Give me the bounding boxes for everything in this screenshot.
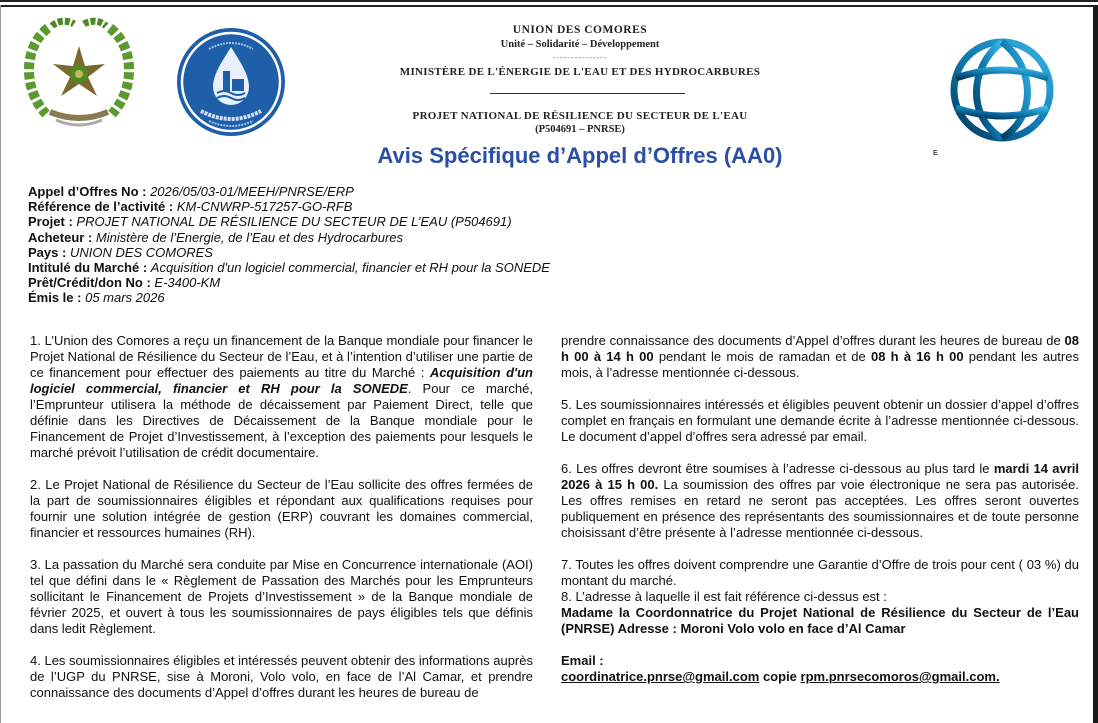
world-bank-globe-logo: [948, 28, 1056, 152]
paragraph-2: 2. Le Projet National de Résilience du Secteur de l’Eau sollicite des offres fermées de la part de soumissionnaires éligibles et répondant aux qualifications requises pour fournir une solution intégrée de gestion (ERP) couvrant les domaines commercial, financier et ressources humaines (RH).: [30, 477, 533, 540]
address-text: Madame la Coordonnatrice du Projet National de Résilience du Secteur de l’Eau (PNRSE) Adresse : Moroni Volo volo en face d’Al Camar: [561, 605, 1079, 636]
header-project: PROJET NATIONAL DE RÉSILIENCE DU SECTEUR DE L'EAU: [412, 110, 748, 122]
meta-value: Ministère de l’Energie, de l’Eau et des Hydrocarbures: [95, 229, 404, 245]
paragraph-1-text: 1. L’Union des Comores a reçu un financement de la Banque mondiale pour financer le Projet National de Résilience du Secteur de l’Eau, et à l’intention d’utiliser une partie de ce financement pour effectuer des paiements au titre du Marché :: [30, 333, 533, 380]
header-country: UNION DES COMORES: [512, 24, 648, 36]
paragraph-6-text-end: La soumission des offres par voie électronique ne sera pas autorisée. Les offres remises en retard ne seront pas acceptées. Les offres seront ouvertes publiquement en présence des représentants des soumissionnaires et de toute personne choisissant d’être présente à l’adresse mentionnée ci-dessous.: [561, 477, 1079, 540]
frame-top-rule: [0, 0, 1098, 2]
paragraph-8: 8. L’adresse à laquelle il est fait référence ci-dessus est :: [561, 589, 887, 604]
paragraph-4-text: 4. Les soumissionnaires éligibles et intéressés peuvent obtenir des informations auprès de l’UGP du PNRSE, sise à Moroni, Volo volo, en face de l’Al Camar, et prendre connaissance des documents d’Appel d’offres durant les heures de bureau de: [30, 653, 533, 700]
tender-metadata: [28, 184, 550, 306]
header-divider: [490, 93, 685, 94]
meta-label: Émis le :: [28, 290, 82, 306]
meta-row-loan-no: [28, 275, 550, 290]
paragraph-1: [30, 333, 533, 461]
paragraph-3: 3. La passation du Marché sera conduite par Mise en Concurrence internationale (AOI) tel que défini dans le « Règlement de Passation des Marchés pour les Emprunteurs sollicitant le Financement de Projets d’Investissement » de la Banque mondiale de février 2025, et ouvert à tous les soumissionnaires de pays éligibles tels que définis dans ledit Règlement.: [30, 557, 533, 636]
paragraph-4-mid: pendant le mois de ramadan et de: [653, 349, 871, 364]
meta-row-contract-title: [28, 260, 550, 275]
address-block: [561, 605, 1079, 637]
meta-value: UNION DES COMORES: [69, 244, 213, 260]
email-label-text: Email :: [561, 653, 604, 668]
paragraph-4-hours-text: prendre connaissance des documents d’Appel d’offres durant les heures de bureau de: [561, 333, 1065, 348]
regular-hours: 08 h à 16 h 00: [870, 349, 964, 364]
paragraph-6-text: 6. Les offres devront être soumises à l’adresse ci-dessous au plus tard le: [561, 461, 994, 476]
meta-row-tender-no: [28, 184, 550, 199]
header-project-code: (P504691 – PNRSE): [535, 124, 625, 135]
paragraph-6: [561, 461, 1079, 541]
frame-top-rule-inner: [0, 5, 1098, 7]
meta-row-buyer: [28, 230, 550, 245]
meta-row-country: [28, 245, 550, 260]
meta-row-activity-ref: [28, 199, 550, 214]
meta-value: E-3400-KM: [154, 275, 221, 291]
header-ministry: MINISTÈRE DE L'ÉNERGIE DE L'EAU ET DES HYDROCARBURES: [399, 66, 761, 78]
body-column-right: [561, 333, 1079, 685]
email-link-coordinatrice[interactable]: coordinatrice.pnrse@gmail.com: [561, 669, 760, 684]
meta-value: PROJET NATIONAL DE RÉSILIENCE DU SECTEUR DE L’EAU (P504691): [76, 214, 512, 230]
meta-label: Référence de l’activité :: [28, 199, 174, 215]
email-label: [561, 653, 1079, 669]
paragraph-5: 5. Les soumissionnaires intéressés et éligibles peuvent obtenir un dossier d’appel d’offres complet en français en formulant une demande écrite à l’adresse mentionnée ci-dessous. Le document d’appel d’offres sera adressé par email.: [561, 397, 1079, 444]
meta-row-issue-date: [28, 290, 550, 305]
header-motto: Unité – Solidarité – Développement: [500, 39, 660, 50]
submission-deadline: mardi 14 avril 2026 à 15 h 00.: [561, 461, 1080, 492]
ramadan-hours: 08 h 00 à 14 h 00: [561, 333, 1079, 364]
meta-value: KM-CNWRP-517257-GO-RFB: [176, 199, 353, 215]
paragraph-4-continued: [561, 333, 1079, 381]
paragraph-1-text-end: . Pour ce marché, l’Emprunteur utilisera la méthode de décaissement par Paiement Direct, telle que définie dans les Directives de Décaissement de la Banque mondiale pour le Financement de Projet d’Investissement, à l’exception des paiements pour lesquels le marché prévoit l’utilisation de crédit documentaire.: [30, 381, 533, 460]
paragraph-4-end: pendant les autres mois, à l’adresse mentionnée ci-dessous.: [561, 349, 1079, 380]
frame-left-border: [0, 5, 1, 723]
comores-coat-of-arms-logo: [18, 16, 140, 132]
paragraph-4: [30, 653, 533, 700]
meta-label: Projet :: [28, 214, 73, 230]
frame-right-border: [1093, 5, 1098, 723]
meta-label: Pays :: [28, 244, 67, 260]
page-title: Avis Spécifique d’Appel d’Offres (AA0): [377, 143, 783, 168]
email-join-text: copie: [759, 669, 801, 684]
meta-label: Prêt/Crédit/don No :: [28, 275, 151, 291]
meta-label: Intitulé du Marché :: [28, 260, 148, 276]
email-link-rpm[interactable]: rpm.pnrsecomoros@gmail.com.: [800, 669, 1000, 684]
meta-label: Appel d’Offres No :: [28, 184, 147, 199]
world-bank-mark: E: [933, 150, 938, 157]
meta-value: 05 mars 2026: [85, 290, 165, 306]
paragraph-1-contract-title: Acquisition d'un logiciel commercial, financier et RH pour la SONEDE: [30, 365, 533, 396]
pnrse-logo: [175, 27, 287, 137]
meta-value: 2026/05/03-01/MEEH/PNRSE/ERP: [150, 184, 354, 199]
meta-value: Acquisition d'un logiciel commercial, financier et RH pour la SONEDE: [150, 260, 550, 276]
header-separator: ---------------: [552, 53, 608, 62]
meta-label: Acheteur :: [28, 229, 93, 245]
meta-row-project: [28, 214, 550, 229]
paragraph-7: 7. Toutes les offres doivent comprendre une Garantie d’Offre de trois pour cent ( 03 %) du montant du marché.: [561, 557, 1079, 588]
body-column-left: [30, 333, 533, 700]
email-line: [561, 669, 1079, 685]
